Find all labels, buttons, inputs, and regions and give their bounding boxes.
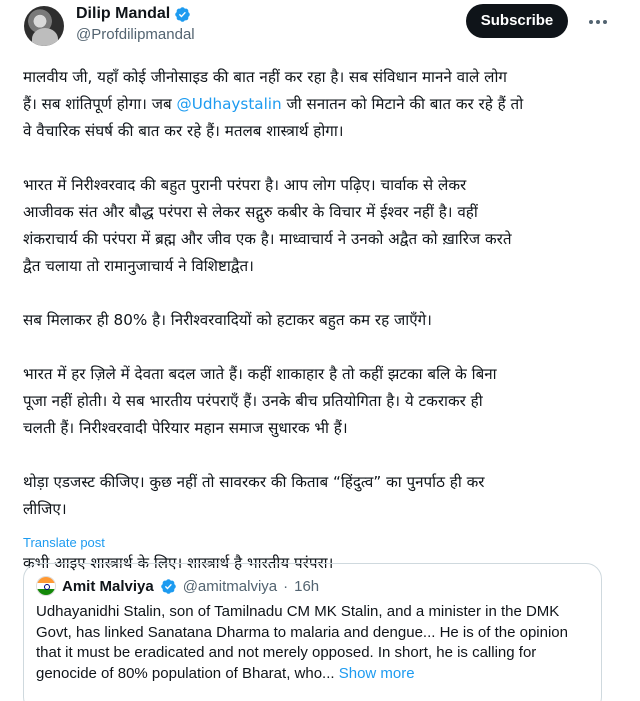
quoted-post-time: 16h [294,577,320,595]
tweet-p1-text-end: जी सनातन को मिटाने की बात कर रहे हैं तो वे वैचारिक संघर्ष की बात कर रहे हैं। मतलब शास्त्रार्थ होगा। [23,95,524,140]
verified-badge-icon [160,578,177,595]
quoted-post-card[interactable] [23,563,602,701]
quoted-author-name: Amit Malviya [62,577,154,595]
tweet-text [23,64,613,604]
translate-post-link[interactable]: Translate post [23,535,105,550]
tweet-paragraph-4: भारत में हर ज़िले में देवता बदल जाते हैं। कहीं शाकाहार है तो कहीं झटका बलि के बिना पूजा नहीं होती। ये सब भारतीय परंपराएँ हैं। उनके बीच प्रतियोगिता है। ये टकराकर ही चलती हैं। निरीश्वरवादी पेरियार महान समाज सुधारक भी हैं। [23,365,497,437]
tweet-paragraph-6: कभी आइए शास्त्रार्थ के लिए। शास्त्रार्थ है भारतीय परंपरा। [23,554,334,572]
tweet-paragraph-5: थोड़ा एडजस्ट कीजिए। कुछ नहीं तो सावरकर की किताब “हिंदुत्व” का पुनर्पाठ ही कर लीजिए। [23,473,485,518]
quoted-post-header [36,576,319,596]
tweet-paragraph-2: भारत में निरीश्वरवाद की बहुत पुरानी परंपरा है। आप लोग पढ़िए। चार्वाक से लेकर आजीवक संत और बौद्ध परंपरा से लेकर सद्गुरु कबीर के विचार में ईश्वर नहीं है। वहीं शंकराचार्य की परंपरा में ब्रह्म और जीव एक है। माध्वाचार्य ने उनको अद्वैत को ख़ारिज करते द्वैत चलाया तो रामानुजाचार्य ने विशिष्टाद्वैत। [23,176,512,275]
author-name[interactable]: Dilip Mandal [76,5,171,22]
tweet-p1-text: मालवीय जी, यहाँ कोई जीनोसाइड की बात नहीं कर रहा है। सब संविधान मानने वाले लोग हैं। सब शांतिपूर्ण होगा। जब [23,68,507,113]
show-more-link[interactable]: Show more [338,664,415,682]
quoted-post-body: Udhayanidhi Stalin, son of Tamilnadu CM MK Stalin, and a minister in the DMK Govt, has linked Sanatana Dharma to malaria and dengue... He is of the opinion that it must be eradicated and not merely opposed. In short, he is calling for genocide of 80% population of Bharat, who... [36,603,568,682]
quoted-author-avatar [36,576,56,596]
tweet-paragraph-1 [23,64,613,145]
meta-separator: · [283,577,289,595]
author-name-row[interactable] [76,5,191,23]
more-options-icon[interactable] [584,8,612,36]
verified-badge-icon [174,6,191,23]
author-handle[interactable]: @Profdilipmandal [76,26,195,43]
quoted-author-handle: @amitmalviya [182,577,278,595]
author-avatar[interactable] [24,6,64,46]
quoted-post-text [36,602,594,684]
tweet-paragraph-3: सब मिलाकर ही 80% है। निरीश्वरवादियों को हटाकर बहुत कम रह जाएँगे। [23,311,432,329]
post-header [0,0,640,56]
mention-link[interactable]: @Udhaystalin [176,95,282,113]
subscribe-button[interactable]: Subscribe [466,4,568,38]
